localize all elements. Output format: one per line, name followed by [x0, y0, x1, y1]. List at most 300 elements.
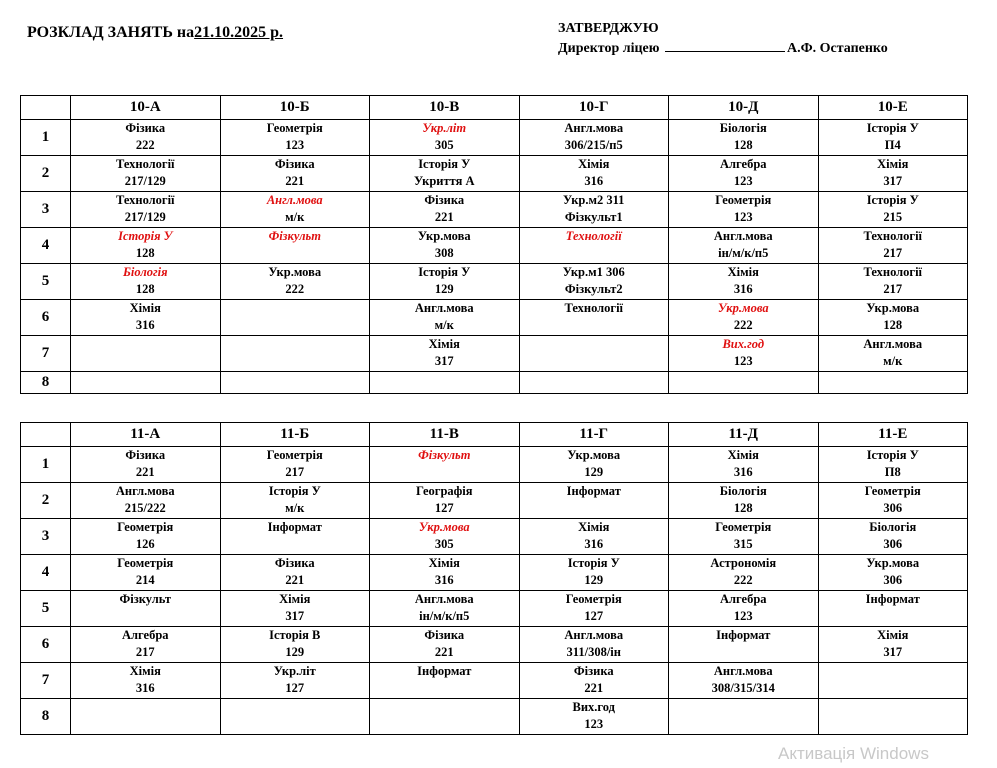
lesson-cell: [71, 447, 221, 483]
room-number: 306: [883, 537, 903, 551]
lesson-number: 1: [21, 120, 71, 156]
lesson-cell: [71, 627, 221, 663]
room-number: 315: [733, 537, 753, 551]
subject-name: Укр.м2 311: [563, 193, 625, 207]
lesson-row: [21, 228, 968, 264]
subject-name: Англ.мова: [713, 664, 773, 678]
subject-name: Укр.м1 306: [562, 265, 625, 279]
lesson-row: [21, 336, 968, 372]
lesson-cell: [519, 663, 669, 699]
lesson-number: 8: [21, 699, 71, 735]
lesson-cell: [370, 699, 520, 735]
lesson-cell: [818, 699, 968, 735]
room-number: 305: [434, 138, 454, 152]
subject-name: Історія У: [567, 556, 620, 570]
class-header: 10-Д: [669, 96, 819, 120]
lesson-cell: [220, 372, 370, 394]
room-number: 128: [883, 318, 903, 332]
lesson-cell: [370, 192, 520, 228]
lesson-cell: [220, 264, 370, 300]
subject-name: Біологія: [869, 520, 917, 534]
lesson-number: 1: [21, 447, 71, 483]
subject-name: Укр.літ: [422, 121, 467, 135]
subject-name: Інформат: [716, 628, 771, 642]
lesson-cell: [220, 483, 370, 519]
subject-name: Хімія: [578, 157, 610, 171]
lesson-cell: [519, 156, 669, 192]
class-header: 11-В: [370, 423, 520, 447]
lesson-number: 8: [21, 372, 71, 394]
subject-name: Англ.мова: [564, 628, 624, 642]
subject-name: Фізкульт: [268, 229, 321, 243]
lesson-number: 3: [21, 519, 71, 555]
lesson-number: 7: [21, 663, 71, 699]
room-number: 308/315/314: [711, 681, 775, 695]
subject-name: Геометрія: [266, 448, 323, 462]
lesson-cell: [220, 663, 370, 699]
subject-name: Технології: [863, 229, 923, 243]
room-number: 129: [434, 282, 454, 296]
room-number: 317: [883, 645, 903, 659]
lesson-cell: [669, 663, 819, 699]
room-number: 129: [584, 573, 604, 587]
lesson-cell: [519, 228, 669, 264]
subject-name: Фізика: [274, 157, 315, 171]
lesson-cell: [220, 519, 370, 555]
subject-name: Фізика: [125, 448, 166, 462]
room-number: м/к: [434, 318, 454, 332]
subject-name: Технології: [863, 265, 923, 279]
room-number: 127: [434, 501, 454, 515]
subject-name: Укр.мова: [418, 520, 470, 534]
lesson-cell: [71, 591, 221, 627]
lesson-cell: [370, 519, 520, 555]
subject-name: Географія: [415, 484, 473, 498]
subject-name: Хімія: [129, 664, 161, 678]
room-number: 316: [135, 681, 155, 695]
lesson-cell: [71, 156, 221, 192]
lesson-cell: [818, 591, 968, 627]
room-number: 306/215/п5: [564, 138, 623, 152]
subject-name: Фізкульт: [418, 448, 471, 462]
lesson-cell: [818, 627, 968, 663]
room-number: 221: [584, 681, 604, 695]
room-number: 221: [135, 465, 155, 479]
subject-name: Фізика: [573, 664, 614, 678]
room-number: 222: [135, 138, 155, 152]
room-number: 306: [883, 573, 903, 587]
approve-title: ЗАТВЕРДЖУЮ: [558, 21, 659, 36]
subject-name: Технології: [564, 301, 624, 315]
lesson-cell: [669, 447, 819, 483]
lesson-cell: [669, 627, 819, 663]
room-number: 129: [285, 645, 305, 659]
room-number: Укриття А: [413, 174, 475, 188]
subject-name: Фізика: [274, 556, 315, 570]
subject-name: Геометрія: [864, 484, 921, 498]
lesson-cell: [220, 192, 370, 228]
lesson-cell: [519, 264, 669, 300]
room-number: 316: [584, 174, 604, 188]
room-number: 217: [883, 282, 903, 296]
room-number: 123: [584, 717, 604, 731]
lesson-cell: [71, 372, 221, 394]
room-number: 128: [135, 246, 155, 260]
subject-name: Історія У: [866, 193, 919, 207]
subject-name: Геометрія: [117, 520, 174, 534]
subject-name: Астрономія: [710, 556, 777, 570]
lesson-cell: [669, 156, 819, 192]
room-number: 123: [733, 354, 753, 368]
room-number: Фізкульт2: [564, 282, 623, 296]
lesson-cell: [818, 300, 968, 336]
subject-name: Англ.мова: [713, 229, 773, 243]
subject-name: Інформат: [566, 484, 621, 498]
schedule-table-10: [20, 95, 968, 394]
lesson-row: [21, 663, 968, 699]
lesson-cell: [669, 192, 819, 228]
corner-cell: [21, 423, 71, 447]
room-number: м/к: [883, 354, 903, 368]
lesson-cell: [669, 300, 819, 336]
lesson-cell: [220, 555, 370, 591]
room-number: 123: [733, 210, 753, 224]
lesson-cell: [220, 228, 370, 264]
header-row: [21, 96, 968, 120]
lesson-cell: [519, 372, 669, 394]
lesson-cell: [220, 699, 370, 735]
lesson-cell: [669, 264, 819, 300]
lesson-cell: [519, 591, 669, 627]
room-number: 123: [733, 174, 753, 188]
lesson-cell: [818, 192, 968, 228]
subject-name: Інформат: [417, 664, 472, 678]
lesson-cell: [669, 372, 819, 394]
lesson-cell: [71, 663, 221, 699]
class-header: 10-Е: [818, 96, 968, 120]
subject-name: Англ.мова: [414, 301, 474, 315]
lesson-cell: [370, 300, 520, 336]
subject-name: Інформат: [267, 520, 322, 534]
subject-name: Хімія: [877, 628, 909, 642]
room-number: м/к: [285, 210, 305, 224]
lesson-cell: [370, 555, 520, 591]
lesson-cell: [519, 699, 669, 735]
corner-cell: [21, 96, 71, 120]
class-header: 11-А: [71, 423, 221, 447]
subject-name: Технології: [115, 157, 175, 171]
room-number: 217/129: [124, 210, 166, 224]
class-header: 11-Б: [220, 423, 370, 447]
signature-blank: [665, 39, 785, 52]
room-number: 221: [434, 645, 454, 659]
lesson-cell: [818, 663, 968, 699]
subject-name: Хімія: [727, 265, 759, 279]
subject-name: Укр.мова: [417, 229, 471, 243]
subject-name: Історія У: [118, 229, 173, 243]
lesson-cell: [220, 156, 370, 192]
lesson-cell: [519, 555, 669, 591]
lesson-row: [21, 300, 968, 336]
lesson-cell: [818, 555, 968, 591]
subject-name: Вих.год: [572, 700, 615, 714]
subject-name: Хімія: [428, 337, 460, 351]
class-header: 10-В: [370, 96, 520, 120]
room-number: П8: [884, 465, 901, 479]
lesson-row: [21, 156, 968, 192]
room-number: 316: [733, 465, 753, 479]
lesson-cell: [669, 228, 819, 264]
room-number: 217: [285, 465, 305, 479]
room-number: 317: [285, 609, 305, 623]
room-number: 317: [434, 354, 454, 368]
room-number: 317: [883, 174, 903, 188]
room-number: 316: [135, 318, 155, 332]
room-number: 128: [733, 501, 753, 515]
room-number: ін/м/к/п5: [718, 246, 769, 260]
room-number: 305: [434, 537, 454, 551]
lesson-cell: [519, 300, 669, 336]
windows-activation-watermark: Активація Windows: [778, 744, 929, 763]
lesson-number: 4: [21, 228, 71, 264]
subject-name: Вих.год: [722, 337, 765, 351]
subject-name: Хімія: [129, 301, 161, 315]
subject-name: Фізика: [125, 121, 166, 135]
class-header: 10-Г: [519, 96, 669, 120]
lesson-number: 2: [21, 156, 71, 192]
subject-name: Інформат: [865, 592, 920, 606]
subject-name: Історія В: [269, 628, 321, 642]
room-number: 316: [733, 282, 753, 296]
lesson-cell: [370, 372, 520, 394]
class-header: 11-Д: [669, 423, 819, 447]
approval-block: [558, 19, 888, 59]
room-number: 129: [584, 465, 604, 479]
subject-name: Геометрія: [715, 193, 772, 207]
room-number: 222: [285, 282, 305, 296]
subject-name: Історія У: [866, 121, 919, 135]
approve-role: Директор ліцею: [558, 41, 660, 56]
lesson-number: 4: [21, 555, 71, 591]
lesson-cell: [370, 156, 520, 192]
lesson-cell: [220, 300, 370, 336]
lesson-cell: [71, 120, 221, 156]
lesson-cell: [669, 591, 819, 627]
room-number: 215: [883, 210, 903, 224]
lesson-cell: [370, 483, 520, 519]
room-number: 123: [285, 138, 305, 152]
room-number: 306: [883, 501, 903, 515]
lesson-row: [21, 264, 968, 300]
lesson-number: 5: [21, 264, 71, 300]
subject-name: Хімія: [578, 520, 610, 534]
lesson-cell: [519, 192, 669, 228]
subject-name: Алгебра: [719, 157, 767, 171]
lesson-cell: [818, 264, 968, 300]
lesson-row: [21, 483, 968, 519]
lesson-cell: [71, 192, 221, 228]
title-date: 21.10.2025 р.: [194, 24, 284, 41]
subject-name: Фізкульт: [119, 592, 171, 606]
lesson-row: [21, 372, 968, 394]
lesson-row: [21, 519, 968, 555]
room-number: 221: [434, 210, 454, 224]
subject-name: Біологія: [719, 484, 767, 498]
lesson-cell: [370, 591, 520, 627]
subject-name: Англ.мова: [863, 337, 923, 351]
room-number: П4: [884, 138, 901, 152]
lesson-cell: [818, 519, 968, 555]
class-header: 10-А: [71, 96, 221, 120]
subject-name: Хімія: [727, 448, 759, 462]
schedule-title: [27, 24, 283, 42]
room-number: 221: [285, 573, 305, 587]
class-header: 11-Е: [818, 423, 968, 447]
subject-name: Хімія: [279, 592, 311, 606]
lesson-cell: [71, 228, 221, 264]
lesson-cell: [818, 483, 968, 519]
lesson-number: 7: [21, 336, 71, 372]
lesson-cell: [71, 483, 221, 519]
lesson-cell: [669, 483, 819, 519]
lesson-cell: [71, 519, 221, 555]
subject-name: Англ.мова: [115, 484, 175, 498]
lesson-cell: [818, 447, 968, 483]
subject-name: Англ.мова: [414, 592, 474, 606]
lesson-cell: [519, 120, 669, 156]
room-number: 217: [135, 645, 155, 659]
subject-name: Хімія: [428, 556, 460, 570]
lesson-cell: [519, 336, 669, 372]
lesson-cell: [370, 228, 520, 264]
room-number: 222: [733, 573, 753, 587]
lesson-cell: [220, 336, 370, 372]
room-number: 128: [135, 282, 155, 296]
lesson-cell: [669, 555, 819, 591]
lesson-cell: [71, 555, 221, 591]
room-number: 123: [733, 609, 753, 623]
lesson-cell: [818, 228, 968, 264]
subject-name: Історія У: [268, 484, 321, 498]
lesson-number: 3: [21, 192, 71, 228]
subject-name: Геометрія: [715, 520, 772, 534]
lesson-cell: [519, 483, 669, 519]
subject-name: Історія У: [418, 265, 471, 279]
lesson-cell: [370, 447, 520, 483]
subject-name: Укр.мова: [717, 301, 769, 315]
lesson-cell: [71, 699, 221, 735]
lesson-cell: [370, 627, 520, 663]
room-number: 128: [733, 138, 753, 152]
subject-name: Технології: [565, 229, 622, 243]
lesson-cell: [71, 264, 221, 300]
lesson-cell: [519, 627, 669, 663]
header-row: [21, 423, 968, 447]
lesson-cell: [669, 519, 819, 555]
lesson-cell: [519, 519, 669, 555]
lesson-row: [21, 627, 968, 663]
room-number: 127: [584, 609, 604, 623]
subject-name: Укр.мова: [268, 265, 322, 279]
approve-name: А.Ф. Остапенко: [786, 41, 888, 56]
lesson-cell: [220, 120, 370, 156]
subject-name: Англ.мова: [564, 121, 624, 135]
subject-name: Технології: [115, 193, 175, 207]
lesson-cell: [370, 663, 520, 699]
lesson-cell: [818, 336, 968, 372]
room-number: 308: [434, 246, 454, 260]
room-number: ін/м/к/п5: [419, 609, 470, 623]
room-number: 126: [135, 537, 155, 551]
subject-name: Укр.мова: [567, 448, 621, 462]
subject-name: Алгебра: [121, 628, 169, 642]
lesson-row: [21, 120, 968, 156]
room-number: Фізкульт1: [564, 210, 623, 224]
lesson-cell: [220, 627, 370, 663]
lesson-row: [21, 591, 968, 627]
class-header: 10-Б: [220, 96, 370, 120]
lesson-cell: [370, 264, 520, 300]
room-number: 214: [135, 573, 155, 587]
lesson-row: [21, 555, 968, 591]
lesson-cell: [519, 447, 669, 483]
subject-name: Біологія: [719, 121, 767, 135]
room-number: 217/129: [124, 174, 166, 188]
lesson-cell: [71, 300, 221, 336]
subject-name: Фізика: [424, 193, 465, 207]
subject-name: Геометрія: [266, 121, 323, 135]
lesson-row: [21, 192, 968, 228]
subject-name: Геометрія: [565, 592, 622, 606]
subject-name: Фізика: [424, 628, 465, 642]
schedule-table-11: [20, 422, 968, 735]
lesson-number: 2: [21, 483, 71, 519]
title-prefix: РОЗКЛАД ЗАНЯТЬ на: [27, 24, 195, 41]
room-number: 221: [285, 174, 305, 188]
subject-name: Історія У: [866, 448, 919, 462]
lesson-row: [21, 447, 968, 483]
subject-name: Алгебра: [719, 592, 767, 606]
lesson-cell: [71, 336, 221, 372]
subject-name: Історія У: [418, 157, 471, 171]
lesson-cell: [818, 120, 968, 156]
lesson-cell: [818, 372, 968, 394]
lesson-cell: [370, 120, 520, 156]
class-header: 11-Г: [519, 423, 669, 447]
room-number: 311/308/ін: [566, 645, 621, 659]
subject-name: Укр.мова: [866, 556, 920, 570]
room-number: 217: [883, 246, 903, 260]
subject-name: Біологія: [122, 265, 168, 279]
lesson-number: 6: [21, 627, 71, 663]
approve-signature-line: [558, 39, 888, 59]
lesson-cell: [669, 699, 819, 735]
lesson-cell: [370, 336, 520, 372]
subject-name: Хімія: [877, 157, 909, 171]
subject-name: Англ.мова: [266, 193, 323, 207]
subject-name: Укр.літ: [273, 664, 316, 678]
room-number: 222: [733, 318, 753, 332]
room-number: 215/222: [124, 501, 166, 515]
subject-name: Геометрія: [117, 556, 174, 570]
lesson-cell: [669, 120, 819, 156]
lesson-row: [21, 699, 968, 735]
lesson-cell: [220, 447, 370, 483]
lesson-number: 6: [21, 300, 71, 336]
room-number: 316: [584, 537, 604, 551]
lesson-number: 5: [21, 591, 71, 627]
lesson-cell: [818, 156, 968, 192]
